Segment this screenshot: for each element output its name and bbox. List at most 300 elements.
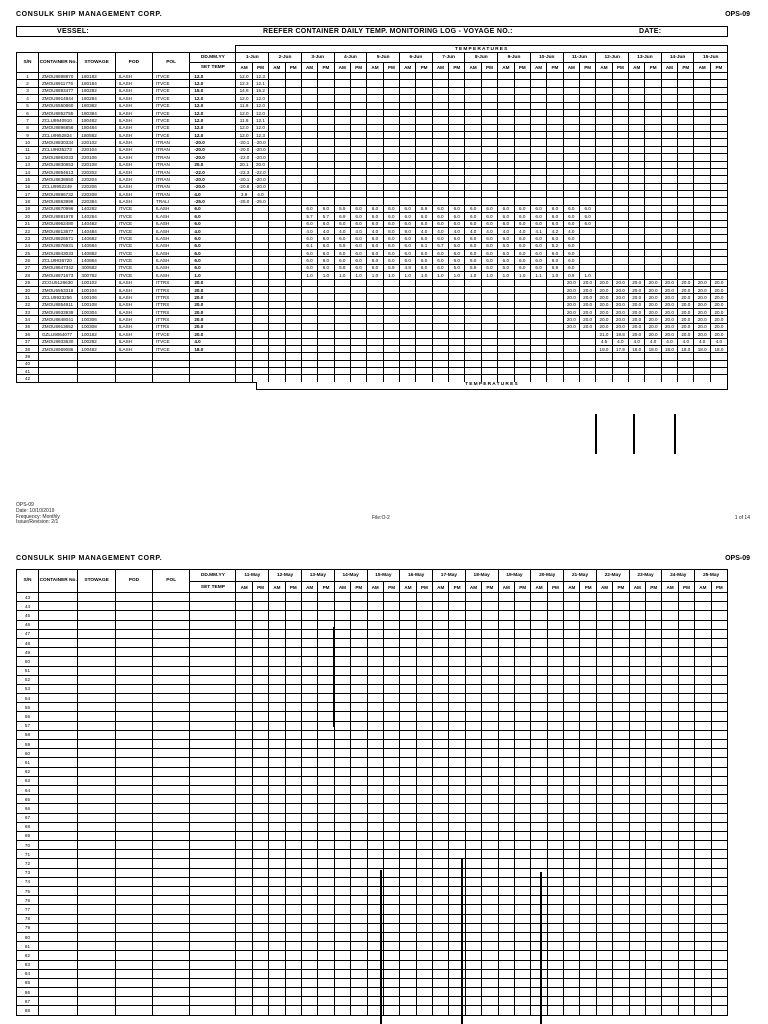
empty-cell	[285, 767, 301, 776]
row-sn: 63	[17, 776, 39, 785]
reading-cell: 4.0	[563, 227, 579, 234]
empty-cell	[449, 730, 465, 739]
reading-cell	[579, 368, 595, 375]
empty-cell	[190, 776, 236, 785]
empty-cell	[564, 923, 580, 932]
set-temp-cell: 12.0	[190, 73, 236, 80]
reading-cell: -20.0	[252, 146, 268, 153]
empty-cell	[465, 767, 481, 776]
empty-cell	[38, 868, 78, 877]
empty-cell	[334, 703, 350, 712]
empty-cell	[482, 942, 498, 951]
empty-cell	[662, 602, 678, 611]
reading-cell	[269, 235, 285, 242]
empty-cell	[678, 758, 694, 767]
reading-cell	[334, 109, 350, 116]
empty-cell	[38, 877, 78, 886]
empty-cell	[547, 914, 563, 923]
reading-cell	[530, 73, 546, 80]
empty-cell	[318, 813, 334, 822]
empty-cell	[351, 648, 367, 657]
reading-cell	[334, 301, 350, 308]
empty-cell	[564, 785, 580, 794]
set-temp-cell: 12.0	[190, 124, 236, 131]
am-header: AM	[661, 63, 677, 73]
reading-cell: 1.0	[432, 272, 448, 279]
empty-cell	[383, 905, 399, 914]
empty-cell	[629, 887, 645, 896]
pm-header: PM	[482, 582, 498, 593]
empty-cell	[629, 960, 645, 969]
empty-cell	[318, 740, 334, 749]
reading-cell: 6.0	[432, 250, 448, 257]
empty-cell	[531, 593, 547, 602]
reading-cell	[661, 220, 677, 227]
empty-cell	[416, 905, 432, 914]
empty-cell	[711, 638, 727, 647]
reading-cell	[710, 250, 727, 257]
empty-cell	[678, 795, 694, 804]
empty-cell	[334, 822, 350, 831]
reading-cell: 1.0	[318, 272, 334, 279]
reading-cell	[514, 323, 530, 330]
empty-cell	[153, 638, 190, 647]
empty-cell	[498, 960, 514, 969]
empty-cell	[190, 988, 236, 997]
empty-cell	[351, 602, 367, 611]
reading-cell: 4.0	[465, 227, 481, 234]
empty-cell	[383, 850, 399, 859]
sn-header: S/N	[17, 53, 39, 73]
empty-cell	[514, 648, 530, 657]
reading-cell: 6.0	[514, 264, 530, 271]
empty-cell	[252, 923, 268, 932]
empty-cell	[433, 730, 449, 739]
empty-cell	[318, 593, 334, 602]
reading-cell: 4.0	[367, 227, 383, 234]
reading-cell	[383, 345, 399, 352]
pod-cell: ITVCE	[115, 227, 152, 234]
reading-cell	[416, 176, 432, 183]
footer-line: Date: 10/10/2019	[16, 507, 55, 514]
reading-cell: 4.0	[301, 227, 317, 234]
reading-cell: 6.0	[498, 250, 514, 257]
empty-cell	[514, 960, 530, 969]
empty-cell	[482, 620, 498, 629]
empty-cell	[695, 657, 711, 666]
container-number: ZMOU8847342	[38, 264, 77, 271]
set-temp-cell: 4.0	[190, 227, 236, 234]
reading-cell: 20.0	[694, 309, 710, 316]
empty-cell	[482, 868, 498, 877]
reading-cell: 4.1	[530, 227, 546, 234]
row-sn: 32	[17, 301, 39, 308]
empty-cell	[367, 804, 383, 813]
empty-cell	[301, 1006, 317, 1015]
pm-header: PM	[252, 582, 268, 593]
reading-cell	[645, 272, 661, 279]
reading-cell: 6.0	[350, 257, 366, 264]
reading-cell	[465, 279, 481, 286]
empty-cell	[662, 804, 678, 813]
empty-cell	[449, 675, 465, 684]
date-header: 5-Jun	[367, 53, 400, 63]
empty-cell	[38, 629, 78, 638]
reading-cell	[678, 124, 694, 131]
empty-cell	[596, 749, 612, 758]
reading-cell	[645, 368, 661, 375]
pod-cell: ILASH	[115, 73, 152, 80]
empty-cell	[115, 611, 152, 620]
table-row	[17, 593, 728, 602]
pm-header: PM	[318, 63, 334, 73]
reading-cell	[269, 286, 285, 293]
empty-cell	[514, 804, 530, 813]
reading-cell: 6.0	[432, 257, 448, 264]
set-temp-cell	[190, 353, 236, 360]
empty-cell	[646, 1006, 662, 1015]
reading-cell: 17.9	[612, 345, 628, 352]
empty-cell	[646, 868, 662, 877]
empty-cell	[580, 951, 596, 960]
empty-cell	[695, 638, 711, 647]
empty-cell	[334, 960, 350, 969]
reading-cell	[514, 161, 530, 168]
empty-cell	[400, 721, 416, 730]
empty-cell	[514, 694, 530, 703]
reading-cell: 20.0	[629, 286, 645, 293]
reading-cell	[416, 360, 432, 367]
empty-cell	[78, 969, 115, 978]
reading-cell: 4.0	[498, 227, 514, 234]
reading-cell	[367, 316, 383, 323]
empty-cell	[613, 896, 629, 905]
table-row	[17, 877, 728, 886]
empty-cell	[269, 813, 285, 822]
empty-cell	[564, 593, 580, 602]
row-sn: 59	[17, 740, 39, 749]
reading-cell	[269, 368, 285, 375]
reading-cell: 20.0	[710, 323, 727, 330]
empty-cell	[318, 932, 334, 941]
empty-cell	[465, 740, 481, 749]
reading-cell	[432, 183, 448, 190]
reading-cell	[269, 117, 285, 124]
reading-cell: 14.8	[236, 87, 252, 94]
reading-cell: 6.0	[465, 220, 481, 227]
empty-cell	[38, 785, 78, 794]
empty-cell	[115, 887, 152, 896]
reading-cell	[563, 191, 579, 198]
empty-cell	[269, 887, 285, 896]
empty-cell	[711, 887, 727, 896]
reading-cell	[547, 109, 563, 116]
pm-header: PM	[678, 582, 694, 593]
empty-cell	[115, 978, 152, 987]
reading-cell	[285, 109, 301, 116]
empty-cell	[596, 942, 612, 951]
pod-cell: ILASH	[115, 323, 152, 330]
empty-cell	[334, 749, 350, 758]
empty-cell	[629, 804, 645, 813]
row-sn: 24	[17, 242, 39, 249]
am-header: AM	[269, 63, 285, 73]
reading-cell	[301, 279, 317, 286]
reading-cell	[629, 161, 645, 168]
empty-cell	[334, 887, 350, 896]
empty-cell	[252, 776, 268, 785]
reading-cell	[661, 368, 677, 375]
reading-cell	[252, 345, 268, 352]
empty-cell	[190, 877, 236, 886]
empty-cell	[433, 960, 449, 969]
empty-cell	[482, 703, 498, 712]
empty-cell	[629, 675, 645, 684]
empty-cell	[531, 740, 547, 749]
empty-cell	[115, 988, 152, 997]
reading-cell	[449, 73, 465, 80]
reading-cell	[661, 95, 677, 102]
empty-cell	[433, 877, 449, 886]
reading-cell	[530, 345, 546, 352]
table-row	[17, 804, 728, 813]
empty-cell	[416, 712, 432, 721]
stowage-cell: 100104	[78, 286, 115, 293]
reading-cell	[318, 146, 334, 153]
reading-cell	[678, 168, 694, 175]
reading-cell: 20.0	[710, 279, 727, 286]
reading-cell: 20.0	[661, 309, 677, 316]
empty-cell	[629, 859, 645, 868]
empty-cell	[285, 602, 301, 611]
empty-cell	[514, 822, 530, 831]
reading-cell	[629, 117, 645, 124]
empty-cell	[318, 859, 334, 868]
empty-cell	[564, 951, 580, 960]
empty-cell	[301, 694, 317, 703]
empty-cell	[613, 694, 629, 703]
reading-cell	[301, 168, 317, 175]
reading-cell: -20.0	[252, 176, 268, 183]
reading-cell	[285, 73, 301, 80]
reading-cell	[334, 294, 350, 301]
reading-cell	[236, 242, 252, 249]
empty-cell	[482, 951, 498, 960]
container-number: ZMOU8830334	[38, 139, 77, 146]
empty-cell	[269, 877, 285, 886]
reading-cell	[350, 161, 366, 168]
empty-cell	[449, 896, 465, 905]
container-number: ZCLU9935273	[38, 146, 77, 153]
empty-cell	[433, 887, 449, 896]
empty-cell	[78, 914, 115, 923]
empty-cell	[646, 932, 662, 941]
empty-cell	[236, 749, 252, 758]
empty-cell	[580, 896, 596, 905]
empty-cell	[514, 721, 530, 730]
empty-cell	[547, 905, 563, 914]
reading-cell	[301, 95, 317, 102]
empty-cell	[711, 841, 727, 850]
reading-cell	[416, 338, 432, 345]
pol-cell: ITRAN	[153, 176, 190, 183]
empty-cell	[596, 887, 612, 896]
reading-cell	[350, 338, 366, 345]
pol-cell: ITRAN	[153, 183, 190, 190]
empty-cell	[153, 951, 190, 960]
empty-cell	[514, 877, 530, 886]
empty-cell	[646, 675, 662, 684]
empty-cell	[318, 675, 334, 684]
reading-cell	[383, 146, 399, 153]
empty-cell	[678, 629, 694, 638]
reading-cell	[498, 360, 514, 367]
container-number: ZMOU8870996	[38, 205, 77, 212]
empty-cell	[449, 740, 465, 749]
empty-cell	[678, 997, 694, 1006]
empty-cell	[662, 831, 678, 840]
reading-cell	[449, 294, 465, 301]
reading-cell: 1.0	[334, 272, 350, 279]
reading-cell	[530, 353, 546, 360]
reading-cell	[678, 264, 694, 271]
empty-cell	[613, 1006, 629, 1015]
empty-cell	[596, 850, 612, 859]
reading-cell	[400, 331, 416, 338]
empty-cell	[416, 850, 432, 859]
empty-cell	[580, 932, 596, 941]
reading-cell	[612, 353, 628, 360]
pod-cell: ITVCE	[115, 213, 152, 220]
reading-cell: 6.0	[530, 205, 546, 212]
reading-cell	[563, 80, 579, 87]
reading-cell: 20.0	[710, 294, 727, 301]
empty-cell	[301, 638, 317, 647]
reading-cell	[678, 272, 694, 279]
reading-cell	[678, 360, 694, 367]
empty-cell	[252, 951, 268, 960]
temperatures-band-bottom: TEMPERATURES	[256, 382, 728, 390]
empty-cell	[367, 841, 383, 850]
reading-cell: 5.7	[318, 213, 334, 220]
reading-cell: -20.0	[236, 146, 252, 153]
empty-cell	[236, 629, 252, 638]
empty-cell	[190, 1006, 236, 1015]
reading-cell	[432, 338, 448, 345]
empty-cell	[236, 611, 252, 620]
empty-cell	[564, 850, 580, 859]
reading-cell: 20.0	[596, 294, 612, 301]
reading-cell	[596, 257, 612, 264]
reading-cell	[318, 301, 334, 308]
row-sn: 20	[17, 213, 39, 220]
empty-cell	[596, 694, 612, 703]
empty-cell	[416, 978, 432, 987]
table-row	[17, 767, 728, 776]
reading-cell	[400, 87, 416, 94]
pm-header: PM	[416, 582, 432, 593]
reading-cell: 6.0	[383, 242, 399, 249]
reading-cell: 12.0	[236, 124, 252, 131]
reading-cell	[547, 146, 563, 153]
reading-cell: 20.0	[579, 323, 595, 330]
reading-cell	[367, 345, 383, 352]
empty-cell	[711, 997, 727, 1006]
empty-cell	[236, 914, 252, 923]
empty-cell	[613, 850, 629, 859]
empty-cell	[416, 785, 432, 794]
reading-cell	[236, 257, 252, 264]
reading-cell	[547, 132, 563, 139]
reading-cell	[269, 360, 285, 367]
empty-cell	[498, 767, 514, 776]
container-number: ZCLU9940910	[38, 117, 77, 124]
reading-cell	[285, 220, 301, 227]
empty-cell	[269, 675, 285, 684]
reading-cell	[710, 161, 727, 168]
empty-cell	[318, 712, 334, 721]
reading-cell	[514, 80, 530, 87]
empty-cell	[153, 831, 190, 840]
empty-cell	[433, 638, 449, 647]
empty-cell	[662, 767, 678, 776]
reading-cell	[530, 80, 546, 87]
empty-cell	[190, 887, 236, 896]
reading-cell	[301, 309, 317, 316]
reading-cell	[514, 294, 530, 301]
reading-cell	[514, 124, 530, 131]
empty-cell	[190, 785, 236, 794]
empty-cell	[433, 593, 449, 602]
row-sn: 86	[17, 988, 39, 997]
reading-cell	[416, 146, 432, 153]
date-header: 2-Jun	[269, 53, 302, 63]
reading-cell	[678, 109, 694, 116]
stowage-cell: 140682	[78, 235, 115, 242]
reading-cell	[661, 205, 677, 212]
empty-cell	[383, 914, 399, 923]
empty-cell	[449, 721, 465, 730]
empty-cell	[433, 758, 449, 767]
am-header: AM	[498, 582, 514, 593]
date-header: 15-Jun	[694, 53, 728, 63]
stowage-cell: 180582	[78, 132, 115, 139]
reading-cell	[514, 146, 530, 153]
empty-cell	[613, 703, 629, 712]
am-header: AM	[662, 582, 678, 593]
reading-cell	[350, 331, 366, 338]
reading-cell: 6.0	[318, 242, 334, 249]
row-sn: 66	[17, 804, 39, 813]
date-header: 19-May	[498, 570, 531, 582]
empty-cell	[318, 905, 334, 914]
pod-cell	[115, 375, 152, 382]
reading-cell	[269, 198, 285, 205]
reading-cell	[269, 316, 285, 323]
reading-cell	[449, 146, 465, 153]
container-number: ZMOU8969086	[38, 345, 77, 352]
reading-cell	[694, 109, 710, 116]
reading-cell: 20.0	[678, 331, 694, 338]
pm-header: PM	[416, 63, 432, 73]
empty-cell	[449, 868, 465, 877]
empty-cell	[269, 721, 285, 730]
set-temp-cell: 1.0	[190, 272, 236, 279]
table-row	[17, 942, 728, 951]
empty-cell	[400, 749, 416, 758]
date-header: 11-May	[236, 570, 269, 582]
empty-cell	[498, 914, 514, 923]
